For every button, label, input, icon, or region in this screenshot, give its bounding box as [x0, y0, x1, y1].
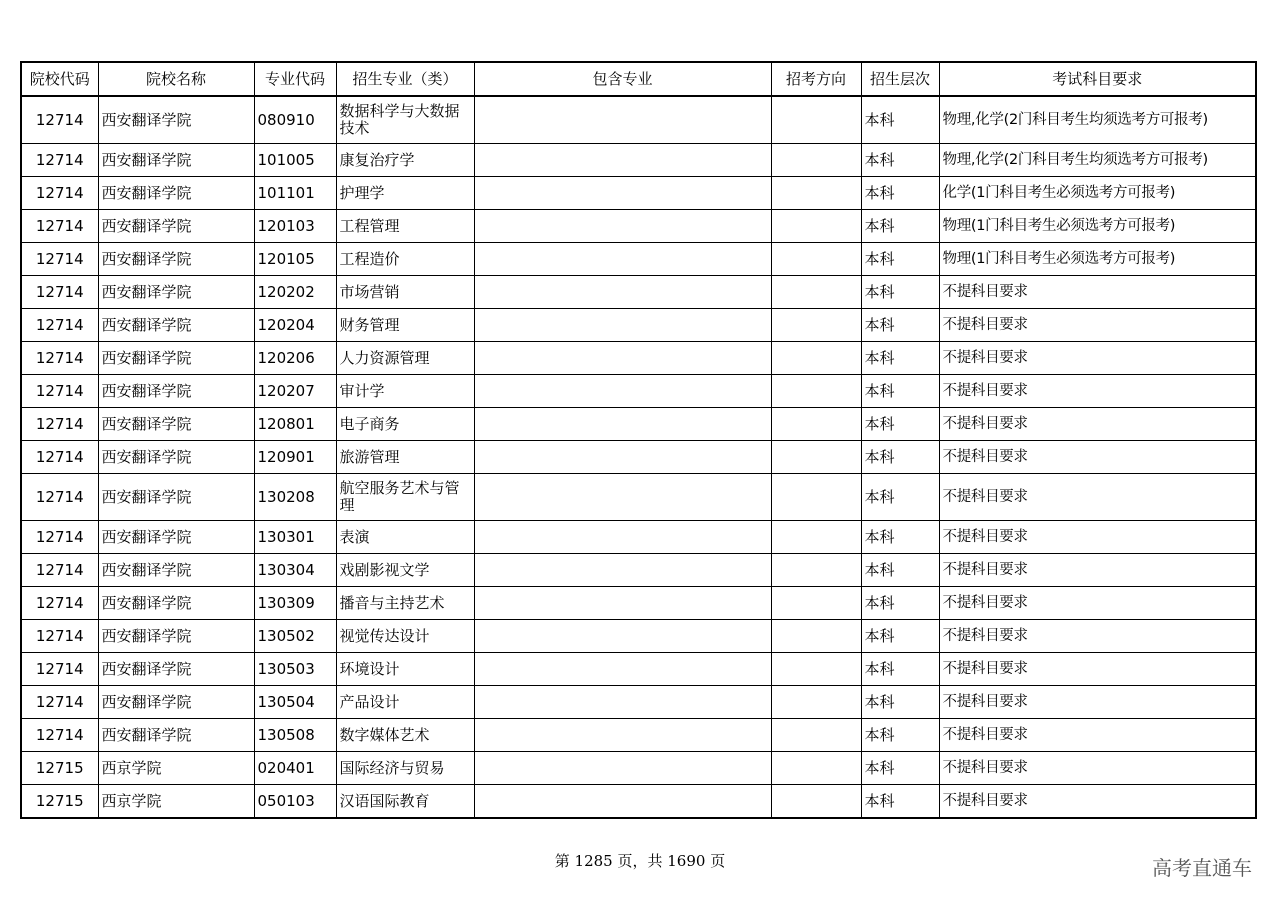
cell-major: 护理学 [336, 177, 474, 210]
cell-major-code: 050103 [254, 785, 336, 819]
cell-major-code: 120103 [254, 210, 336, 243]
cell-school-name: 西安翻译学院 [98, 276, 254, 309]
cell-subject-requirement: 化学(1门科目考生必须选考方可报考) [939, 177, 1256, 210]
cell-direction [771, 587, 861, 620]
cell-subject-requirement: 不提科目要求 [939, 653, 1256, 686]
cell-school-name: 西安翻译学院 [98, 177, 254, 210]
cell-subject-requirement: 物理,化学(2门科目考生均须选考方可报考) [939, 96, 1256, 144]
cell-direction [771, 719, 861, 752]
cell-level: 本科 [861, 441, 939, 474]
table-row [21, 441, 1256, 474]
cell-school-name: 西安翻译学院 [98, 309, 254, 342]
cell-level: 本科 [861, 752, 939, 785]
cell-direction [771, 276, 861, 309]
cell-subject-requirement: 物理(1门科目考生必须选考方可报考) [939, 210, 1256, 243]
cell-school-name: 西安翻译学院 [98, 474, 254, 521]
cell-subject-requirement: 不提科目要求 [939, 587, 1256, 620]
cell-direction [771, 521, 861, 554]
cell-direction [771, 177, 861, 210]
table-row [21, 521, 1256, 554]
cell-major: 数据科学与大数据技术 [336, 96, 474, 144]
cell-school-code: 12714 [21, 653, 98, 686]
table-row [21, 342, 1256, 375]
cell-major: 戏剧影视文学 [336, 554, 474, 587]
cell-subject-requirement: 不提科目要求 [939, 441, 1256, 474]
cell-included-majors [474, 342, 771, 375]
cell-level: 本科 [861, 408, 939, 441]
cell-major-code: 130208 [254, 474, 336, 521]
cell-subject-requirement: 不提科目要求 [939, 342, 1256, 375]
cell-school-name: 西安翻译学院 [98, 342, 254, 375]
cell-school-code: 12714 [21, 96, 98, 144]
col-header-school-code: 院校代码 [21, 62, 98, 96]
cell-school-code: 12714 [21, 342, 98, 375]
cell-level: 本科 [861, 785, 939, 819]
cell-school-code: 12714 [21, 375, 98, 408]
cell-school-code: 12714 [21, 474, 98, 521]
cell-level: 本科 [861, 276, 939, 309]
cell-included-majors [474, 375, 771, 408]
cell-level: 本科 [861, 144, 939, 177]
cell-school-code: 12714 [21, 276, 98, 309]
cell-school-code: 12715 [21, 752, 98, 785]
cell-major: 视觉传达设计 [336, 620, 474, 653]
cell-major: 审计学 [336, 375, 474, 408]
cell-school-name: 西安翻译学院 [98, 587, 254, 620]
cell-major: 环境设计 [336, 653, 474, 686]
cell-included-majors [474, 243, 771, 276]
cell-included-majors [474, 554, 771, 587]
cell-included-majors [474, 686, 771, 719]
cell-direction [771, 375, 861, 408]
cell-major: 康复治疗学 [336, 144, 474, 177]
table-row [21, 752, 1256, 785]
col-header-school-name: 院校名称 [98, 62, 254, 96]
table-row [21, 96, 1256, 144]
cell-subject-requirement: 不提科目要求 [939, 375, 1256, 408]
cell-major: 人力资源管理 [336, 342, 474, 375]
table-row [21, 243, 1256, 276]
table-row [21, 210, 1256, 243]
cell-major: 工程造价 [336, 243, 474, 276]
cell-major-code: 130504 [254, 686, 336, 719]
cell-included-majors [474, 653, 771, 686]
cell-school-code: 12715 [21, 785, 98, 819]
cell-school-name: 西安翻译学院 [98, 554, 254, 587]
cell-direction [771, 686, 861, 719]
cell-direction [771, 96, 861, 144]
col-header-included-majors: 包含专业 [474, 62, 771, 96]
header-row [21, 62, 1256, 96]
cell-major-code: 130508 [254, 719, 336, 752]
cell-included-majors [474, 96, 771, 144]
cell-included-majors [474, 719, 771, 752]
cell-included-majors [474, 144, 771, 177]
cell-school-name: 西安翻译学院 [98, 243, 254, 276]
cell-major-code: 101005 [254, 144, 336, 177]
col-header-direction: 招考方向 [771, 62, 861, 96]
cell-major-code: 130304 [254, 554, 336, 587]
cell-subject-requirement: 不提科目要求 [939, 620, 1256, 653]
cell-subject-requirement: 不提科目要求 [939, 309, 1256, 342]
cell-level: 本科 [861, 210, 939, 243]
cell-school-code: 12714 [21, 521, 98, 554]
cell-school-name: 西安翻译学院 [98, 96, 254, 144]
cell-direction [771, 243, 861, 276]
cell-included-majors [474, 474, 771, 521]
cell-major-code: 130503 [254, 653, 336, 686]
page-number: 第 1285 页，共 1690 页 [554, 852, 726, 870]
cell-level: 本科 [861, 521, 939, 554]
cell-major-code: 120204 [254, 309, 336, 342]
cell-major-code: 080910 [254, 96, 336, 144]
cell-major-code: 120206 [254, 342, 336, 375]
cell-direction [771, 653, 861, 686]
cell-major-code: 130309 [254, 587, 336, 620]
cell-level: 本科 [861, 375, 939, 408]
cell-major: 旅游管理 [336, 441, 474, 474]
cell-school-name: 西安翻译学院 [98, 408, 254, 441]
cell-included-majors [474, 441, 771, 474]
table-row [21, 177, 1256, 210]
col-header-subject-requirement: 考试科目要求 [939, 62, 1256, 96]
cell-level: 本科 [861, 620, 939, 653]
cell-school-code: 12714 [21, 210, 98, 243]
cell-direction [771, 342, 861, 375]
cell-school-code: 12714 [21, 144, 98, 177]
cell-major: 工程管理 [336, 210, 474, 243]
cell-major-code: 120105 [254, 243, 336, 276]
cell-included-majors [474, 177, 771, 210]
cell-included-majors [474, 752, 771, 785]
cell-major-code: 020401 [254, 752, 336, 785]
table-row [21, 686, 1256, 719]
cell-level: 本科 [861, 309, 939, 342]
cell-direction [771, 752, 861, 785]
table-row [21, 587, 1256, 620]
cell-included-majors [474, 785, 771, 819]
cell-subject-requirement: 不提科目要求 [939, 474, 1256, 521]
cell-direction [771, 620, 861, 653]
cell-major: 汉语国际教育 [336, 785, 474, 819]
cell-direction [771, 554, 861, 587]
cell-subject-requirement: 物理,化学(2门科目考生均须选考方可报考) [939, 144, 1256, 177]
cell-major-code: 120801 [254, 408, 336, 441]
cell-major-code: 120202 [254, 276, 336, 309]
cell-subject-requirement: 不提科目要求 [939, 521, 1256, 554]
cell-major: 市场营销 [336, 276, 474, 309]
table-body [21, 96, 1256, 818]
cell-school-code: 12714 [21, 554, 98, 587]
col-header-major: 招生专业（类） [336, 62, 474, 96]
cell-school-code: 12714 [21, 408, 98, 441]
watermark: 高考直通车 [1152, 856, 1252, 880]
cell-direction [771, 144, 861, 177]
cell-subject-requirement: 不提科目要求 [939, 785, 1256, 819]
cell-included-majors [474, 587, 771, 620]
cell-school-code: 12714 [21, 686, 98, 719]
table-row [21, 620, 1256, 653]
cell-level: 本科 [861, 342, 939, 375]
cell-school-code: 12714 [21, 441, 98, 474]
cell-subject-requirement: 物理(1门科目考生必须选考方可报考) [939, 243, 1256, 276]
cell-level: 本科 [861, 96, 939, 144]
cell-level: 本科 [861, 243, 939, 276]
cell-level: 本科 [861, 177, 939, 210]
cell-direction [771, 408, 861, 441]
cell-major-code: 120207 [254, 375, 336, 408]
table-row [21, 474, 1256, 521]
cell-level: 本科 [861, 653, 939, 686]
cell-school-code: 12714 [21, 587, 98, 620]
cell-major-code: 120901 [254, 441, 336, 474]
table-row [21, 144, 1256, 177]
cell-school-name: 西京学院 [98, 752, 254, 785]
cell-major: 航空服务艺术与管理 [336, 474, 474, 521]
table-row [21, 785, 1256, 819]
cell-school-code: 12714 [21, 243, 98, 276]
cell-school-name: 西安翻译学院 [98, 210, 254, 243]
cell-included-majors [474, 309, 771, 342]
cell-school-name: 西安翻译学院 [98, 620, 254, 653]
cell-included-majors [474, 521, 771, 554]
table-row [21, 719, 1256, 752]
cell-level: 本科 [861, 474, 939, 521]
cell-school-name: 西安翻译学院 [98, 375, 254, 408]
cell-direction [771, 785, 861, 819]
cell-major: 播音与主持艺术 [336, 587, 474, 620]
cell-school-code: 12714 [21, 309, 98, 342]
cell-subject-requirement: 不提科目要求 [939, 554, 1256, 587]
cell-major: 表演 [336, 521, 474, 554]
table-row [21, 276, 1256, 309]
cell-included-majors [474, 276, 771, 309]
cell-school-name: 西安翻译学院 [98, 441, 254, 474]
cell-subject-requirement: 不提科目要求 [939, 719, 1256, 752]
cell-major: 产品设计 [336, 686, 474, 719]
cell-direction [771, 210, 861, 243]
cell-major: 财务管理 [336, 309, 474, 342]
cell-school-name: 西安翻译学院 [98, 653, 254, 686]
cell-subject-requirement: 不提科目要求 [939, 408, 1256, 441]
cell-school-name: 西京学院 [98, 785, 254, 819]
table-row [21, 309, 1256, 342]
cell-major: 数字媒体艺术 [336, 719, 474, 752]
cell-included-majors [474, 408, 771, 441]
cell-level: 本科 [861, 587, 939, 620]
cell-major-code: 130301 [254, 521, 336, 554]
cell-subject-requirement: 不提科目要求 [939, 752, 1256, 785]
cell-included-majors [474, 210, 771, 243]
cell-direction [771, 441, 861, 474]
table-row [21, 554, 1256, 587]
cell-level: 本科 [861, 719, 939, 752]
cell-major-code: 101101 [254, 177, 336, 210]
col-header-level: 招生层次 [861, 62, 939, 96]
cell-direction [771, 309, 861, 342]
cell-school-code: 12714 [21, 620, 98, 653]
col-header-major-code: 专业代码 [254, 62, 336, 96]
cell-major: 电子商务 [336, 408, 474, 441]
cell-school-name: 西安翻译学院 [98, 144, 254, 177]
cell-level: 本科 [861, 686, 939, 719]
cell-subject-requirement: 不提科目要求 [939, 276, 1256, 309]
cell-direction [771, 474, 861, 521]
cell-subject-requirement: 不提科目要求 [939, 686, 1256, 719]
table-row [21, 408, 1256, 441]
cell-included-majors [474, 620, 771, 653]
cell-major: 国际经济与贸易 [336, 752, 474, 785]
table-row [21, 653, 1256, 686]
cell-school-name: 西安翻译学院 [98, 719, 254, 752]
cell-level: 本科 [861, 554, 939, 587]
cell-school-name: 西安翻译学院 [98, 686, 254, 719]
cell-school-code: 12714 [21, 719, 98, 752]
admissions-table [20, 61, 1257, 819]
table-row [21, 375, 1256, 408]
cell-major-code: 130502 [254, 620, 336, 653]
cell-school-name: 西安翻译学院 [98, 521, 254, 554]
cell-school-code: 12714 [21, 177, 98, 210]
